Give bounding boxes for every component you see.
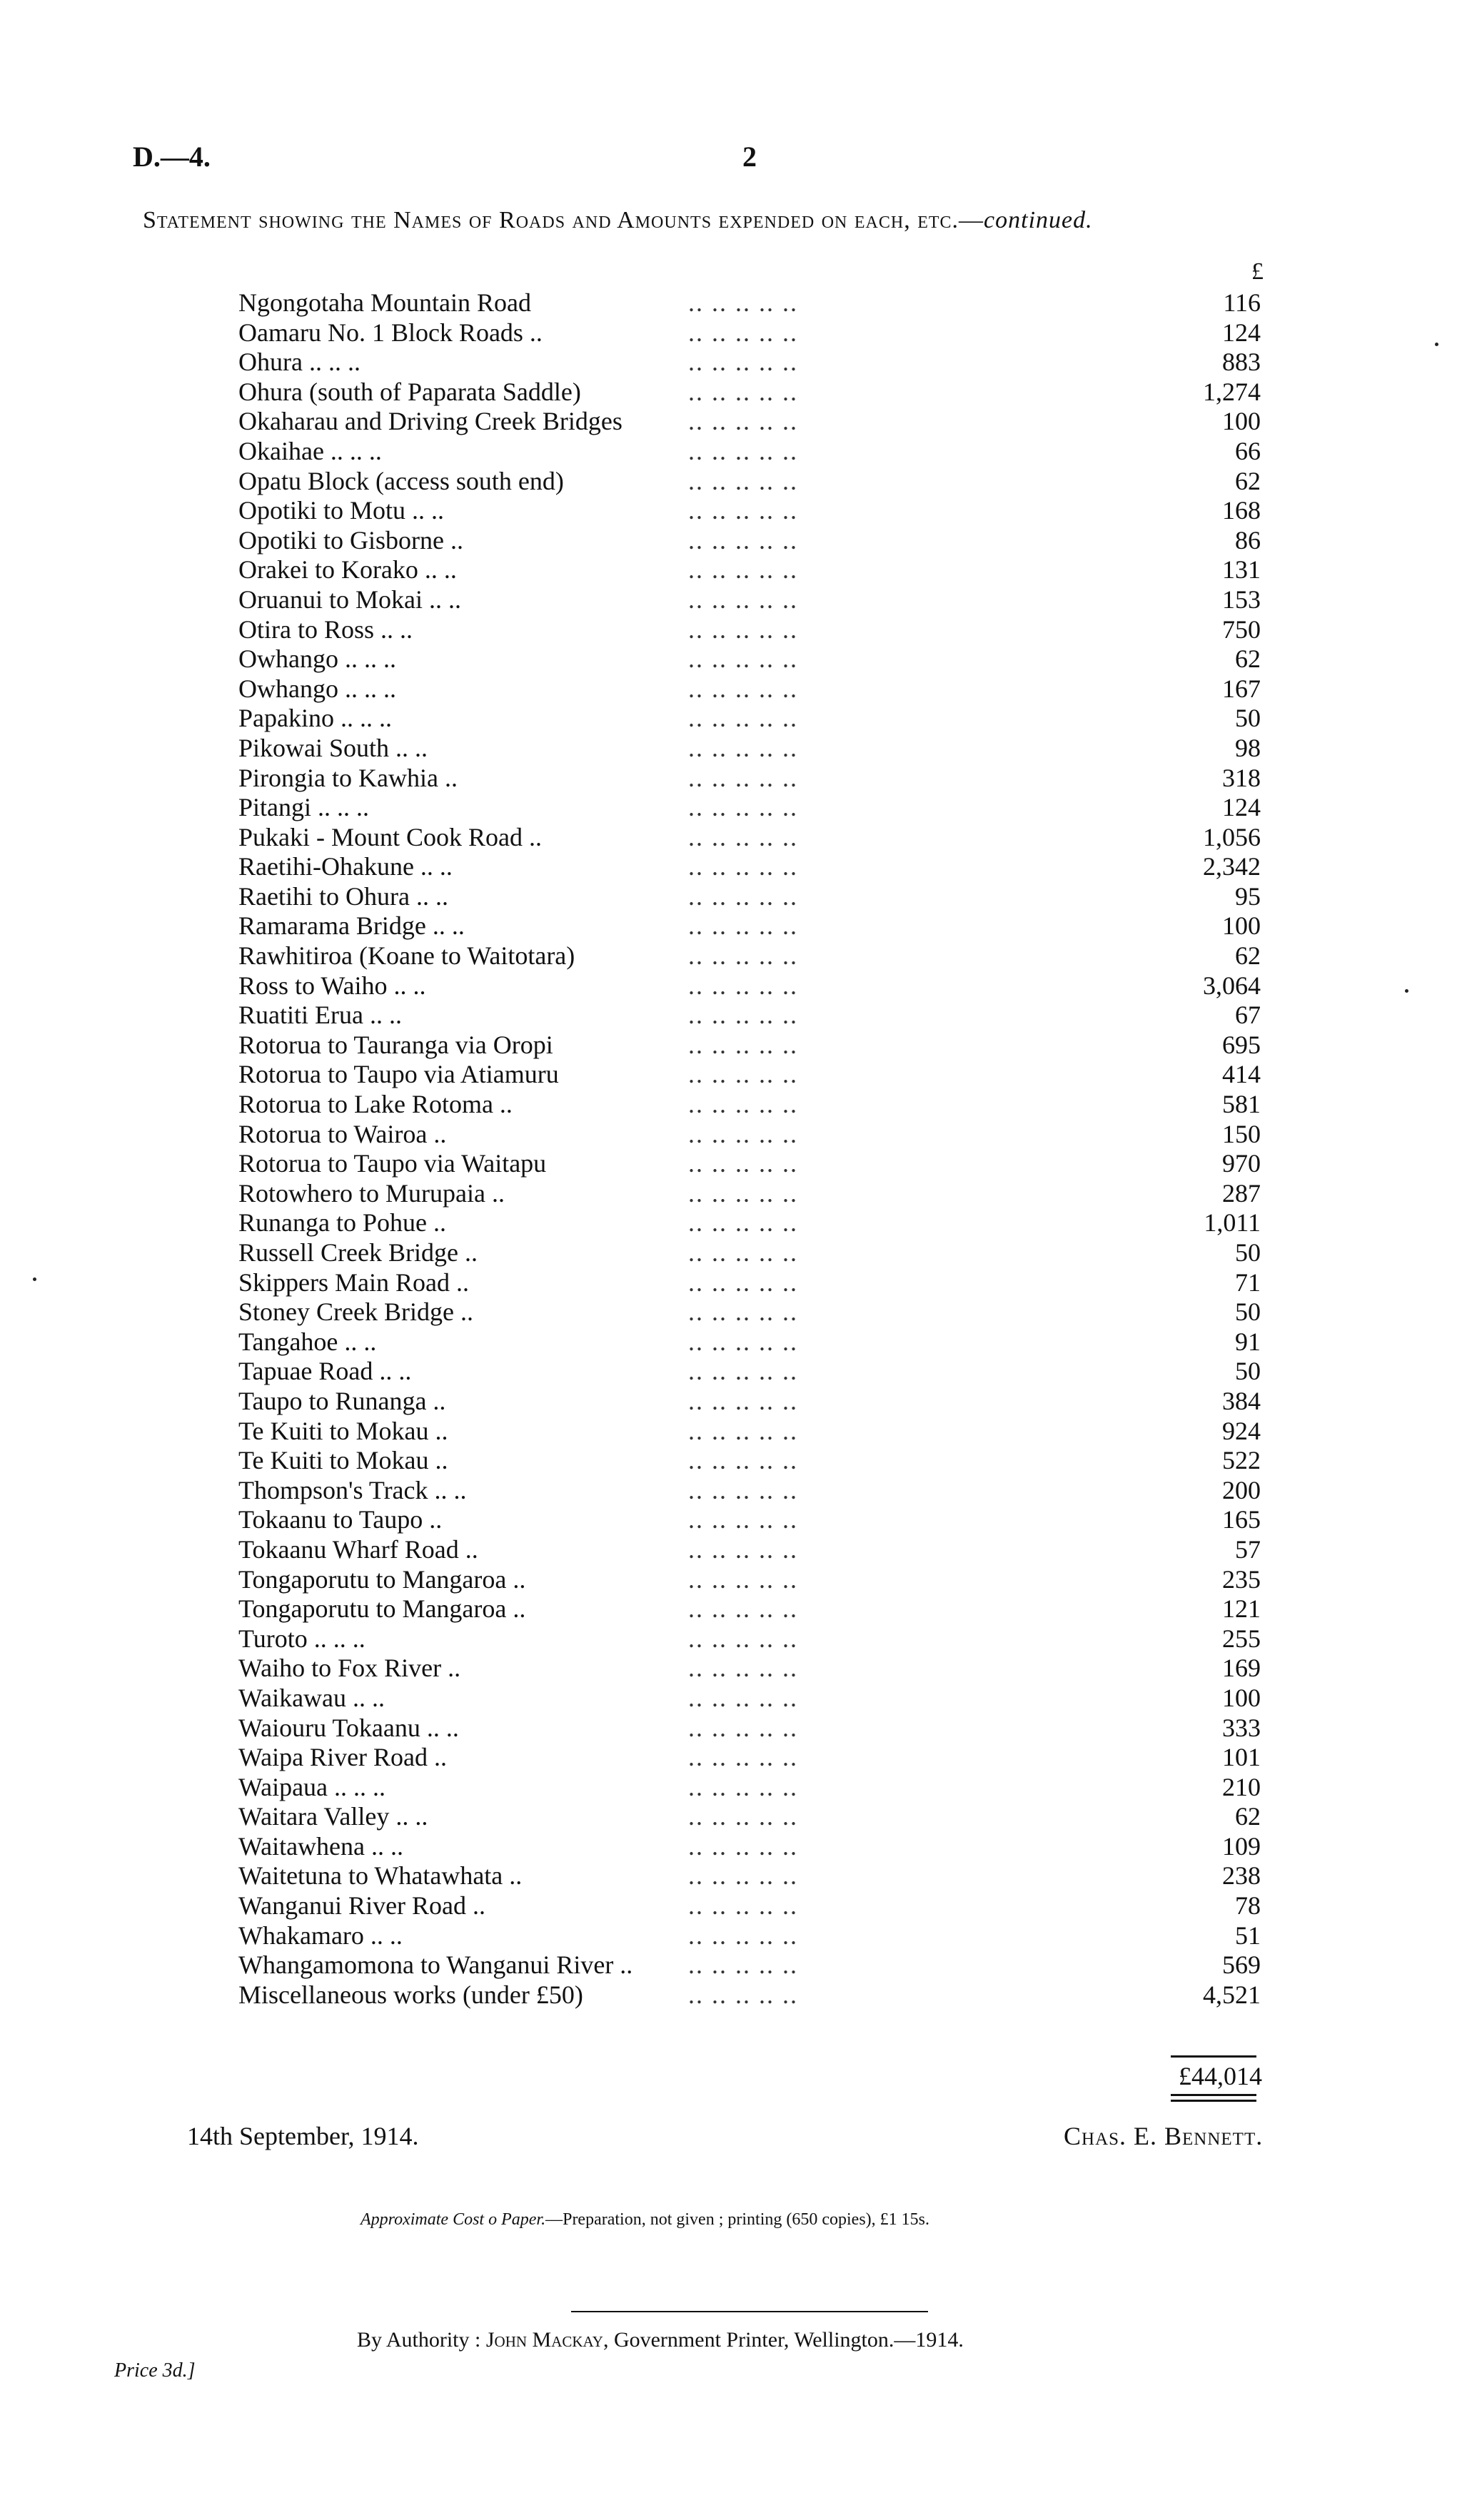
leader-dots: .. .. .. .. .. xyxy=(688,1713,798,1742)
leader-dots: .. .. .. .. .. xyxy=(688,674,798,703)
road-name: Russell Creek Bridge .. xyxy=(238,1238,478,1267)
leader-dots: .. .. .. .. .. xyxy=(688,1001,798,1030)
leader-dots: .. .. .. .. .. xyxy=(688,407,798,436)
leader-dots: .. .. .. .. .. xyxy=(688,1267,798,1297)
printing-authority xyxy=(357,2328,964,2352)
road-name: Waipa River Road .. xyxy=(238,1743,448,1772)
table-row xyxy=(238,1297,1266,1327)
table-row xyxy=(238,1950,1266,1980)
road-amount: 66 xyxy=(1235,436,1261,465)
road-amount: 100 xyxy=(1222,1683,1261,1712)
road-amount: 3,064 xyxy=(1203,971,1261,1000)
table-row xyxy=(238,1832,1266,1862)
leader-dots: .. .. .. .. .. xyxy=(688,348,798,377)
road-name: Waitawhena .. .. xyxy=(238,1831,404,1861)
cost-note-label: Approximate Cost o Paper. xyxy=(361,2210,546,2229)
leader-dots: .. .. .. .. .. xyxy=(688,525,798,555)
table-row xyxy=(238,704,1266,734)
signature: Chas. E. Bennett. xyxy=(1064,2122,1264,2150)
road-name: Rotorua to Taupo via Atiamuru xyxy=(238,1060,559,1089)
table-row xyxy=(238,318,1266,348)
cost-note xyxy=(361,2210,929,2230)
authority-printer: John Mackay xyxy=(485,2328,603,2352)
road-amount: 86 xyxy=(1235,525,1261,555)
road-amount: 116 xyxy=(1223,288,1261,317)
table-row xyxy=(238,615,1266,645)
leader-dots: .. .. .. .. .. xyxy=(688,318,798,347)
road-amount: 67 xyxy=(1235,1001,1261,1030)
road-name: Pukaki - Mount Cook Road .. xyxy=(238,822,543,851)
heading-main: Statement showing the Names of Roads and Amounts expended on each, etc.— xyxy=(143,207,984,233)
leader-dots: .. .. .. .. .. xyxy=(688,1802,798,1831)
road-name: Okaharau and Driving Creek Bridges xyxy=(238,407,622,436)
total-amount: £44,014 xyxy=(1179,2062,1262,2090)
road-name: Owhango .. .. .. xyxy=(238,644,396,674)
table-row xyxy=(238,1535,1266,1565)
table-row xyxy=(238,734,1266,764)
road-amount: 100 xyxy=(1222,911,1261,941)
leader-dots: .. .. .. .. .. xyxy=(688,436,798,465)
leader-dots: .. .. .. .. .. xyxy=(688,1921,798,1950)
road-amount: 50 xyxy=(1235,704,1261,733)
road-name: Te Kuiti to Mokau .. xyxy=(238,1416,448,1445)
leader-dots: .. .. .. .. .. xyxy=(688,1891,798,1921)
road-amount: 51 xyxy=(1235,1921,1261,1950)
road-amount: 924 xyxy=(1222,1416,1261,1445)
road-amount: 167 xyxy=(1222,674,1261,703)
road-name: Oamaru No. 1 Block Roads .. xyxy=(238,318,543,347)
leader-dots: .. .. .. .. .. xyxy=(688,1386,798,1415)
road-name: Waitetuna to Whatawhata .. xyxy=(238,1861,523,1891)
table-row xyxy=(238,1238,1266,1268)
leader-dots: .. .. .. .. .. xyxy=(688,555,798,585)
road-name: Miscellaneous works (under £50) xyxy=(238,1980,583,2009)
road-amount: 1,056 xyxy=(1203,822,1261,851)
road-name: Rotowhero to Murupaia .. xyxy=(238,1178,505,1208)
leader-dots: .. .. .. .. .. xyxy=(688,733,798,762)
table-row xyxy=(238,1417,1266,1447)
road-name: Runanga to Pohue .. xyxy=(238,1208,446,1238)
road-amount: 581 xyxy=(1222,1090,1261,1119)
leader-dots: .. .. .. .. .. xyxy=(688,1357,798,1386)
leader-dots: .. .. .. .. .. xyxy=(688,881,798,911)
road-name: Thompson's Track .. .. xyxy=(238,1475,467,1504)
road-amount: 238 xyxy=(1222,1861,1261,1891)
leader-dots: .. .. .. .. .. xyxy=(688,1683,798,1712)
table-row xyxy=(238,1357,1266,1387)
table-row xyxy=(238,1268,1266,1298)
road-amount: 98 xyxy=(1235,733,1261,762)
road-amount: 62 xyxy=(1235,1802,1261,1831)
road-amount: 200 xyxy=(1222,1475,1261,1504)
scan-speck xyxy=(1435,343,1438,346)
table-row xyxy=(238,1446,1266,1476)
road-amount: 165 xyxy=(1222,1505,1261,1534)
table-row xyxy=(238,585,1266,615)
table-row xyxy=(238,823,1266,853)
cost-note-text: —Preparation, not given ; printing (650 copies), £1 15s. xyxy=(545,2210,930,2229)
leader-dots: .. .. .. .. .. xyxy=(688,1950,798,1980)
table-row xyxy=(238,1891,1266,1921)
table-row xyxy=(238,1505,1266,1535)
leader-dots: .. .. .. .. .. xyxy=(688,1505,798,1534)
table-row xyxy=(238,644,1266,674)
road-name: Papakino .. .. .. xyxy=(238,704,392,733)
table-row xyxy=(238,1208,1266,1238)
table-row xyxy=(238,1654,1266,1684)
leader-dots: .. .. .. .. .. xyxy=(688,1446,798,1475)
leader-dots: .. .. .. .. .. xyxy=(688,466,798,495)
road-name: Waipaua .. .. .. xyxy=(238,1772,386,1801)
leader-dots: .. .. .. .. .. xyxy=(688,1297,798,1327)
road-name: Rawhitiroa (Koane to Waitotara) xyxy=(238,941,575,971)
leader-dots: .. .. .. .. .. xyxy=(688,1772,798,1801)
table-row xyxy=(238,1179,1266,1209)
document-reference: D.—4. xyxy=(133,141,211,173)
road-name: Whangamomona to Wanganui River .. xyxy=(238,1950,633,1980)
table-row xyxy=(238,793,1266,823)
page-heading xyxy=(143,207,1371,234)
road-name: Stoney Creek Bridge .. xyxy=(238,1297,473,1327)
leader-dots: .. .. .. .. .. xyxy=(688,1060,798,1089)
road-amount: 100 xyxy=(1222,407,1261,436)
road-name: Waikawau .. .. xyxy=(238,1683,385,1712)
table-row xyxy=(238,1327,1266,1357)
table-row xyxy=(238,1802,1266,1832)
road-name: Tongaporutu to Mangaroa .. xyxy=(238,1564,526,1594)
road-name: Pirongia to Kawhia .. xyxy=(238,763,458,792)
road-amount: 235 xyxy=(1222,1564,1261,1594)
road-amount: 131 xyxy=(1222,555,1261,585)
road-name: Rotorua to Tauranga via Oropi xyxy=(238,1030,553,1059)
road-amount: 522 xyxy=(1222,1446,1261,1475)
road-amount: 883 xyxy=(1222,348,1261,377)
road-name: Ramarama Bridge .. .. xyxy=(238,911,465,941)
road-amount: 62 xyxy=(1235,644,1261,674)
road-amount: 95 xyxy=(1235,881,1261,911)
leader-dots: .. .. .. .. .. xyxy=(688,1654,798,1683)
road-name: Tapuae Road .. .. xyxy=(238,1357,412,1386)
table-row xyxy=(238,1980,1266,2010)
leader-dots: .. .. .. .. .. xyxy=(688,1149,798,1178)
leader-dots: .. .. .. .. .. xyxy=(688,1980,798,2009)
road-name: Otira to Ross .. .. xyxy=(238,614,413,644)
road-name: Owhango .. .. .. xyxy=(238,674,396,703)
table-row xyxy=(238,407,1266,437)
road-name: Ngongotaha Mountain Road xyxy=(238,288,531,317)
road-name: Te Kuiti to Mokau .. xyxy=(238,1446,448,1475)
table-row xyxy=(238,555,1266,585)
road-amount: 695 xyxy=(1222,1030,1261,1059)
road-name: Ruatiti Erua .. .. xyxy=(238,1001,402,1030)
road-amount: 1,011 xyxy=(1204,1208,1261,1238)
road-name: Opatu Block (access south end) xyxy=(238,466,564,495)
road-amount: 2,342 xyxy=(1203,852,1261,881)
road-amount: 62 xyxy=(1235,466,1261,495)
road-name: Raetihi-Ohakune .. .. xyxy=(238,852,453,881)
road-amount: 153 xyxy=(1222,585,1261,614)
road-amount: 169 xyxy=(1222,1654,1261,1683)
road-name: Pitangi .. .. .. xyxy=(238,793,370,822)
table-row xyxy=(238,1387,1266,1417)
table-row xyxy=(238,1743,1266,1773)
road-name: Skippers Main Road .. xyxy=(238,1267,469,1297)
road-name: Taupo to Runanga .. xyxy=(238,1386,446,1415)
road-name: Orakei to Korako .. .. xyxy=(238,555,457,585)
table-row xyxy=(238,674,1266,704)
table-row xyxy=(238,1031,1266,1061)
road-name: Whakamaro .. .. xyxy=(238,1921,403,1950)
table-row xyxy=(238,526,1266,556)
leader-dots: .. .. .. .. .. xyxy=(688,971,798,1000)
table-row xyxy=(238,1594,1266,1624)
leader-dots: .. .. .. .. .. xyxy=(688,1861,798,1891)
road-name: Waitara Valley .. .. xyxy=(238,1802,428,1831)
road-name: Tokaanu to Taupo .. xyxy=(238,1505,443,1534)
road-name: Turoto .. .. .. xyxy=(238,1624,366,1653)
leader-dots: .. .. .. .. .. xyxy=(688,1534,798,1564)
road-amount: 50 xyxy=(1235,1357,1261,1386)
road-name: Oruanui to Mokai .. .. xyxy=(238,585,461,614)
table-row xyxy=(238,467,1266,497)
table-row xyxy=(238,1773,1266,1803)
heading-continued: continued. xyxy=(984,207,1093,233)
road-amount: 384 xyxy=(1222,1386,1261,1415)
road-amount: 50 xyxy=(1235,1297,1261,1327)
table-row xyxy=(238,288,1266,318)
road-amount: 62 xyxy=(1235,941,1261,971)
table-row xyxy=(238,1714,1266,1744)
table-row xyxy=(238,1120,1266,1150)
road-name: Rotorua to Wairoa .. xyxy=(238,1119,447,1148)
leader-dots: .. .. .. .. .. xyxy=(688,288,798,317)
authority-prefix: By Authority : xyxy=(357,2328,486,2352)
leader-dots: .. .. .. .. .. xyxy=(688,377,798,406)
divider xyxy=(571,2311,928,2312)
table-row xyxy=(238,764,1266,794)
table-row xyxy=(238,1476,1266,1506)
road-amount: 970 xyxy=(1222,1149,1261,1178)
leader-dots: .. .. .. .. .. xyxy=(688,1119,798,1148)
road-amount: 4,521 xyxy=(1203,1980,1261,2009)
road-name: Wanganui River Road .. xyxy=(238,1891,486,1921)
table-row xyxy=(238,378,1266,408)
road-name: Tokaanu Wharf Road .. xyxy=(238,1534,478,1564)
leader-dots: .. .. .. .. .. xyxy=(688,1416,798,1445)
leader-dots: .. .. .. .. .. xyxy=(688,1564,798,1594)
road-name: Opotiki to Motu .. .. xyxy=(238,496,445,525)
road-amount: 150 xyxy=(1222,1119,1261,1148)
scan-speck xyxy=(1405,989,1408,993)
road-amount: 121 xyxy=(1222,1594,1261,1624)
table-row xyxy=(238,971,1266,1001)
road-name: Ohura (south of Paparata Saddle) xyxy=(238,377,581,406)
road-amount: 124 xyxy=(1222,318,1261,347)
leader-dots: .. .. .. .. .. xyxy=(688,704,798,733)
road-amount: 333 xyxy=(1222,1713,1261,1742)
table-row xyxy=(238,882,1266,912)
road-name: Rotorua to Lake Rotoma .. xyxy=(238,1090,513,1119)
leader-dots: .. .. .. .. .. xyxy=(688,1327,798,1356)
total-rule-double-2 xyxy=(1171,2100,1256,2102)
table-row xyxy=(238,852,1266,882)
table-row xyxy=(238,437,1266,467)
page-number: 2 xyxy=(742,141,757,173)
road-amount: 101 xyxy=(1222,1743,1261,1772)
road-amount: 569 xyxy=(1222,1950,1261,1980)
leader-dots: .. .. .. .. .. xyxy=(688,644,798,674)
road-name: Ohura .. .. .. xyxy=(238,348,361,377)
road-name: Tongaporutu to Mangaroa .. xyxy=(238,1594,526,1624)
total-rule-top xyxy=(1171,2055,1256,2058)
leader-dots: .. .. .. .. .. xyxy=(688,941,798,971)
table-row xyxy=(238,1001,1266,1031)
leader-dots: .. .. .. .. .. xyxy=(688,852,798,881)
table-row xyxy=(238,1565,1266,1595)
leader-dots: .. .. .. .. .. xyxy=(688,1238,798,1267)
table-row xyxy=(238,1921,1266,1951)
road-amount: 287 xyxy=(1222,1178,1261,1208)
road-name: Waiho to Fox River .. xyxy=(238,1654,461,1683)
leader-dots: .. .. .. .. .. xyxy=(688,1831,798,1861)
road-amount: 124 xyxy=(1222,793,1261,822)
road-name: Tangahoe .. .. xyxy=(238,1327,377,1356)
road-name: Okaihae .. .. .. xyxy=(238,436,382,465)
leader-dots: .. .. .. .. .. xyxy=(688,1743,798,1772)
leader-dots: .. .. .. .. .. xyxy=(688,1090,798,1119)
road-amount: 255 xyxy=(1222,1624,1261,1653)
scan-speck xyxy=(33,1277,36,1281)
leader-dots: .. .. .. .. .. xyxy=(688,1178,798,1208)
road-amount: 1,274 xyxy=(1203,377,1261,406)
road-amount: 71 xyxy=(1235,1267,1261,1297)
table-row xyxy=(238,1861,1266,1891)
table-row xyxy=(238,911,1266,941)
leader-dots: .. .. .. .. .. xyxy=(688,911,798,941)
table-row xyxy=(238,941,1266,971)
authority-suffix: , Government Printer, Wellington.—1914. xyxy=(603,2328,964,2352)
leader-dots: .. .. .. .. .. xyxy=(688,585,798,614)
road-amount: 168 xyxy=(1222,496,1261,525)
leader-dots: .. .. .. .. .. xyxy=(688,1594,798,1624)
road-name: Opotiki to Gisborne .. xyxy=(238,525,463,555)
road-name: Pikowai South .. .. xyxy=(238,733,428,762)
currency-symbol: £ xyxy=(1251,258,1264,285)
table-row xyxy=(238,1060,1266,1090)
roads-table xyxy=(238,288,1266,2010)
leader-dots: .. .. .. .. .. xyxy=(688,496,798,525)
road-amount: 414 xyxy=(1222,1060,1261,1089)
road-name: Waiouru Tokaanu .. .. xyxy=(238,1713,459,1742)
road-amount: 50 xyxy=(1235,1238,1261,1267)
road-amount: 109 xyxy=(1222,1831,1261,1861)
road-amount: 750 xyxy=(1222,614,1261,644)
statement-date: 14th September, 1914. xyxy=(187,2122,419,2150)
road-amount: 78 xyxy=(1235,1891,1261,1921)
leader-dots: .. .. .. .. .. xyxy=(688,614,798,644)
table-row xyxy=(238,496,1266,526)
leader-dots: .. .. .. .. .. xyxy=(688,822,798,851)
table-row xyxy=(238,1684,1266,1714)
road-name: Raetihi to Ohura .. .. xyxy=(238,881,448,911)
table-row xyxy=(238,1624,1266,1654)
leader-dots: .. .. .. .. .. xyxy=(688,1624,798,1653)
total-rule-double-1 xyxy=(1171,2094,1256,2096)
table-row xyxy=(238,1149,1266,1179)
table-row xyxy=(238,1090,1266,1120)
road-amount: 210 xyxy=(1222,1772,1261,1801)
road-name: Rotorua to Taupo via Waitapu xyxy=(238,1149,547,1178)
leader-dots: .. .. .. .. .. xyxy=(688,763,798,792)
leader-dots: .. .. .. .. .. xyxy=(688,1208,798,1238)
price-note: Price 3d.] xyxy=(114,2359,196,2382)
road-name: Ross to Waiho .. .. xyxy=(238,971,426,1000)
table-row xyxy=(238,348,1266,378)
road-amount: 318 xyxy=(1222,763,1261,792)
road-amount: 57 xyxy=(1235,1534,1261,1564)
leader-dots: .. .. .. .. .. xyxy=(688,1030,798,1059)
road-amount: 91 xyxy=(1235,1327,1261,1356)
leader-dots: .. .. .. .. .. xyxy=(688,793,798,822)
leader-dots: .. .. .. .. .. xyxy=(688,1475,798,1504)
